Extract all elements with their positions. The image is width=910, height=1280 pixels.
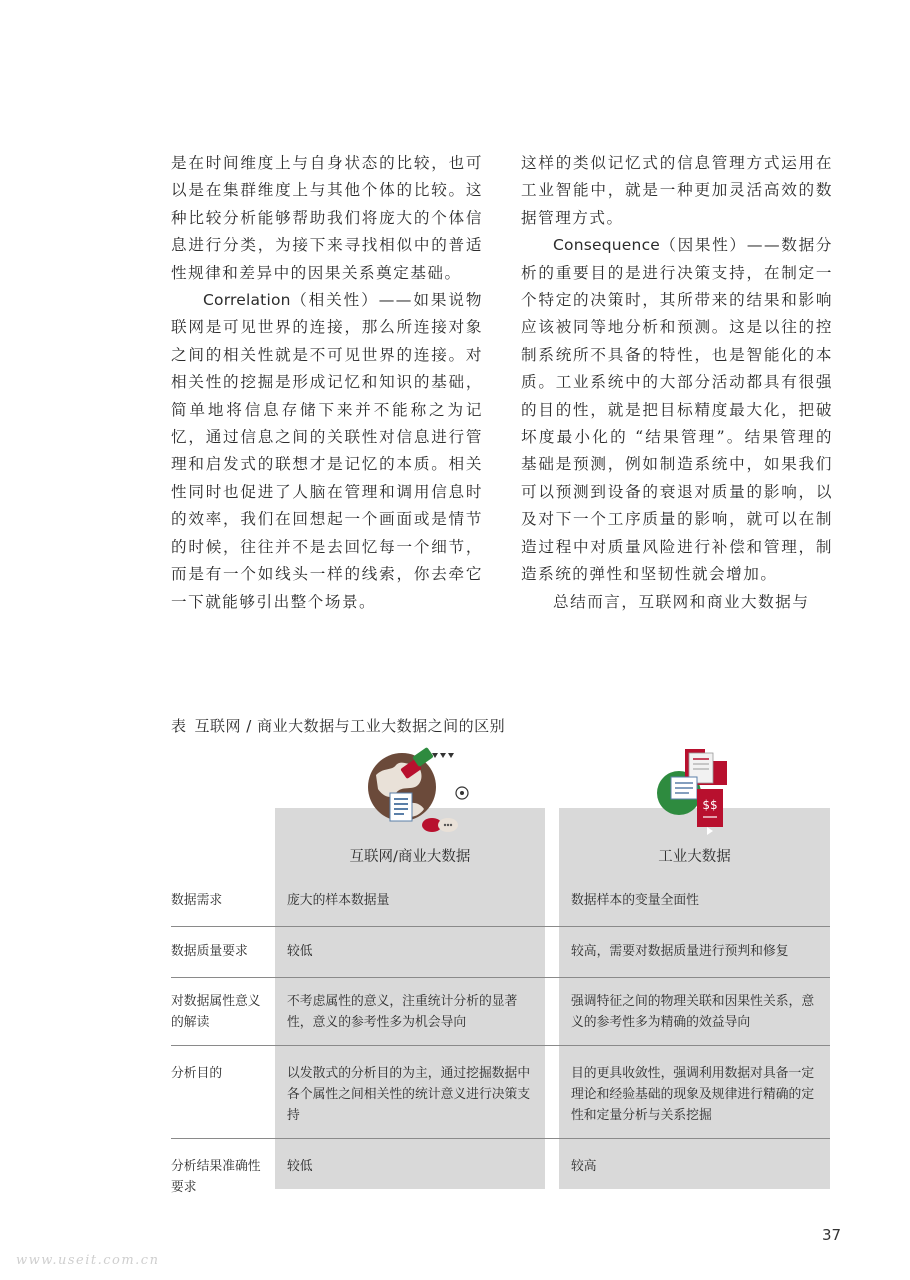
table-cell-internet: 庞大的样本数据量 [287, 893, 390, 908]
table-row-label: 对数据属性意义的解读 [171, 994, 261, 1030]
table-cell-internet: 较低 [287, 1159, 313, 1174]
paragraph-body: （相关性）——如果说物联网是可见世界的连接，那么所连接对象之间的相关性就是不可见世界的连接。对相关性的挖掘是形成记忆和知识的基础，简单地将信息存储下来并不能称之为记忆，通过信息之间的关联性对信息进行管理和启发式的联想才是记忆的本质。相关性同时也促进了人脑在管理和调用信息时的效率，我们在回想起一个画面或是情节的时候，往往并不是去回忆每一个细节，而是有一个如线头一样的线索，你去牵它一下就能够引出整个场景。 [171, 291, 483, 611]
table-cell-industry: 较高，需要对数据质量进行预判和修复 [571, 944, 789, 959]
paragraph: 这样的类似记忆式的信息管理方式运用在工业智能中，就是一种更加灵活高效的数据管理方式。 [521, 154, 833, 227]
table-row-label: 分析结果准确性要求 [171, 1159, 261, 1195]
svg-text:$$: $$ [702, 798, 718, 812]
table-cell-industry: 目的更具收敛性，强调利用数据对具备一定理论和经验基础的现象及规律进行精确的定性和定量分析与关系挖掘 [571, 1066, 815, 1123]
table-header-internet: 互联网/商业大数据 [349, 849, 471, 865]
table-caption [171, 715, 505, 736]
caption-text: 互联网 / 商业大数据与工业大数据之间的区别 [194, 717, 506, 735]
term-consequence: Consequence [553, 236, 661, 255]
table-row-label: 分析目的 [171, 1066, 223, 1081]
paragraph-body: （因果性）——数据分析的重要目的是进行决策支持，在制定一个特定的决策时，其所带来的结果和影响应该被同等地分析和预测。这是以往的控制系统所不具备的特性，也是智能化的本质。工业系统中的大部分活动都具有很强的目的性，就是把目标精度最大化，把破坏度最小化的 “结果管理”。结果管理的基础是预测，例如制造系统中，如果我们可以预测到设备的衰退对质量的影响，以及对下一个工序质量的影响，就可以在制造过程中对质量风险进行补偿和管理，制造系统的弹性和坚韧性就会增加。 [521, 236, 833, 584]
table-row-label: 数据需求 [171, 893, 223, 908]
row-divider [171, 1138, 830, 1139]
term-correlation: Correlation [203, 291, 291, 310]
table-cell-internet: 不考虑属性的意义，注重统计分析的显著性，意义的参考性多为机会导向 [287, 994, 518, 1030]
watermark: www.useit.com.cn [16, 1253, 160, 1268]
page-number: 37 [822, 1226, 842, 1244]
text-column-right [521, 150, 833, 616]
text-column-left [171, 150, 483, 616]
paragraph: 总结而言，互联网和商业大数据与 [553, 592, 810, 611]
table-header-industry: 工业大数据 [658, 849, 731, 865]
table-cell-industry: 强调特征之间的物理关联和因果性关系，意义的参考性多为精确的效益导向 [571, 994, 815, 1030]
caption-prefix: 表 [171, 717, 187, 735]
factory-dollar-documents-icon [655, 745, 735, 837]
row-divider [171, 926, 830, 927]
row-divider [171, 1045, 830, 1046]
row-divider [171, 977, 830, 978]
table-cell-internet: 以发散式的分析目的为主，通过挖掘数据中各个属性之间相关性的统计意义进行决策支持 [287, 1066, 531, 1123]
paragraph: 是在时间维度上与自身状态的比较，也可以是在集群维度上与其他个体的比较。这种比较分析能够帮助我们将庞大的个体信息进行分类，为接下来寻找相似中的普适性规律和差异中的因果关系奠定基础。 [171, 154, 483, 282]
table-cell-industry: 较高 [571, 1159, 597, 1174]
table-cell-internet: 较低 [287, 944, 313, 959]
table-row-label: 数据质量要求 [171, 944, 248, 959]
globe-with-documents-icon [362, 745, 474, 837]
paragraph-consequence [521, 232, 833, 588]
paragraph-correlation [171, 287, 483, 616]
table-cell-industry: 数据样本的变量全面性 [571, 893, 699, 908]
